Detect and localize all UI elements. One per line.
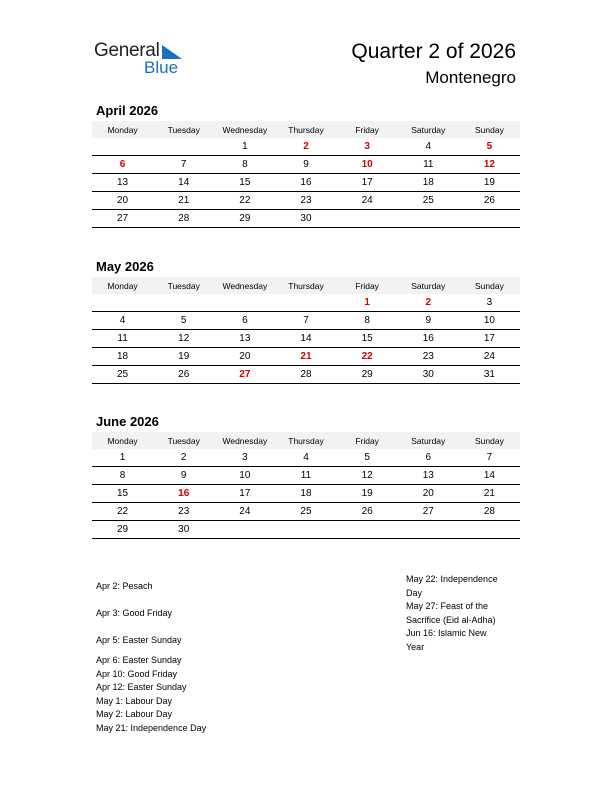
- page-title: Quarter 2 of 2026: [351, 40, 516, 63]
- day-cell: 14: [153, 174, 214, 192]
- empty-day-cell: [459, 210, 520, 228]
- empty-day-cell: [398, 521, 459, 539]
- weekday-header: Saturday: [398, 277, 459, 294]
- weekday-header: Tuesday: [153, 121, 214, 138]
- holiday-entry: May 21: Independence Day: [96, 722, 207, 733]
- day-cell: 18: [398, 174, 459, 192]
- day-cell: 9: [275, 156, 336, 174]
- day-cell: 23: [153, 503, 214, 521]
- day-cell: 21: [275, 348, 336, 366]
- month-june: [92, 414, 520, 539]
- weekday-header: Wednesday: [214, 432, 275, 449]
- empty-day-cell: [153, 138, 214, 156]
- week-row: [92, 156, 520, 174]
- weekday-header: Sunday: [459, 121, 520, 138]
- weekday-header: Sunday: [459, 277, 520, 294]
- day-cell: 22: [337, 348, 398, 366]
- calendar-table: [92, 432, 520, 539]
- day-cell: 13: [92, 174, 153, 192]
- weekday-header: Saturday: [398, 121, 459, 138]
- day-cell: 15: [214, 174, 275, 192]
- day-cell: 8: [214, 156, 275, 174]
- weekday-header: Friday: [337, 121, 398, 138]
- day-cell: 19: [459, 174, 520, 192]
- day-cell: 5: [337, 449, 398, 467]
- day-cell: 8: [92, 467, 153, 485]
- day-cell: 1: [214, 138, 275, 156]
- day-cell: 10: [337, 156, 398, 174]
- month-title: June 2026: [96, 414, 159, 429]
- week-row: [92, 330, 520, 348]
- day-cell: 2: [275, 138, 336, 156]
- weekday-header: Tuesday: [153, 432, 214, 449]
- week-row: [92, 485, 520, 503]
- empty-day-cell: [92, 138, 153, 156]
- day-cell: 10: [459, 312, 520, 330]
- day-cell: 5: [153, 312, 214, 330]
- day-cell: 11: [398, 156, 459, 174]
- calendar-table: [92, 121, 520, 228]
- logo-text-general: General: [94, 40, 160, 61]
- day-cell: 13: [398, 467, 459, 485]
- day-cell: 9: [398, 312, 459, 330]
- day-cell: 31: [459, 366, 520, 384]
- day-cell: 14: [275, 330, 336, 348]
- week-row: [92, 174, 520, 192]
- day-cell: 28: [459, 503, 520, 521]
- holiday-entry: Apr 6: Easter Sunday: [96, 655, 182, 665]
- day-cell: 20: [92, 192, 153, 210]
- day-cell: 30: [275, 210, 336, 228]
- weekday-header: Friday: [337, 277, 398, 294]
- weekday-header: Tuesday: [153, 277, 214, 294]
- day-cell: 1: [92, 449, 153, 467]
- day-cell: 16: [153, 485, 214, 503]
- day-cell: 6: [398, 449, 459, 467]
- day-cell: 2: [153, 449, 214, 467]
- empty-day-cell: [214, 521, 275, 539]
- country-name: Montenegro: [425, 68, 516, 87]
- holiday-list-right: [406, 573, 526, 654]
- day-cell: 10: [214, 467, 275, 485]
- day-cell: 2: [398, 294, 459, 312]
- week-row: [92, 210, 520, 228]
- day-cell: 12: [153, 330, 214, 348]
- weekday-header: Thursday: [275, 277, 336, 294]
- day-cell: 23: [398, 348, 459, 366]
- weekday-header: Thursday: [275, 432, 336, 449]
- day-cell: 28: [275, 366, 336, 384]
- day-cell: 18: [275, 485, 336, 503]
- day-cell: 27: [214, 366, 275, 384]
- day-cell: 4: [92, 312, 153, 330]
- day-cell: 18: [92, 348, 153, 366]
- day-cell: 1: [337, 294, 398, 312]
- weekday-header: Monday: [92, 121, 153, 138]
- day-cell: 28: [153, 210, 214, 228]
- week-row: [92, 503, 520, 521]
- day-cell: 21: [459, 485, 520, 503]
- day-cell: 26: [459, 192, 520, 210]
- weekday-header: Thursday: [275, 121, 336, 138]
- holiday-entry: Apr 5: Easter Sunday: [96, 635, 182, 645]
- day-cell: 3: [337, 138, 398, 156]
- week-row: [92, 312, 520, 330]
- day-cell: 30: [153, 521, 214, 539]
- day-cell: 20: [214, 348, 275, 366]
- holiday-entry: Apr 10: Good Friday: [96, 668, 178, 679]
- empty-day-cell: [459, 521, 520, 539]
- weekday-header: Wednesday: [214, 277, 275, 294]
- empty-day-cell: [275, 521, 336, 539]
- day-cell: 11: [275, 467, 336, 485]
- day-cell: 21: [153, 192, 214, 210]
- holiday-entry: May 2: Labour Day: [96, 709, 173, 719]
- day-cell: 29: [337, 366, 398, 384]
- day-cell: 19: [337, 485, 398, 503]
- day-cell: 11: [92, 330, 153, 348]
- weekday-header: Sunday: [459, 432, 520, 449]
- day-cell: 7: [459, 449, 520, 467]
- day-cell: 22: [92, 503, 153, 521]
- weekday-header: Monday: [92, 277, 153, 294]
- day-cell: 6: [214, 312, 275, 330]
- week-row: [92, 192, 520, 210]
- day-cell: 17: [459, 330, 520, 348]
- holiday-entry: May 27: Feast of the Sacrifice (Eid al-Adha): [406, 601, 496, 625]
- day-cell: 7: [153, 156, 214, 174]
- holiday-entry: May 1: Labour Day: [96, 695, 173, 706]
- day-cell: 25: [398, 192, 459, 210]
- day-cell: 15: [92, 485, 153, 503]
- empty-day-cell: [275, 294, 336, 312]
- day-cell: 3: [214, 449, 275, 467]
- logo: [94, 40, 194, 80]
- day-cell: 17: [337, 174, 398, 192]
- logo-text-blue: Blue: [144, 58, 179, 77]
- month-april: [92, 103, 520, 228]
- month-title: April 2026: [96, 103, 159, 118]
- empty-day-cell: [153, 294, 214, 312]
- calendar-table: [92, 277, 520, 384]
- week-row: [92, 467, 520, 485]
- weekday-header: Friday: [337, 432, 398, 449]
- empty-day-cell: [92, 294, 153, 312]
- day-cell: 3: [459, 294, 520, 312]
- week-row: [92, 138, 520, 156]
- day-cell: 23: [275, 192, 336, 210]
- day-cell: 13: [214, 330, 275, 348]
- day-cell: 26: [153, 366, 214, 384]
- day-cell: 12: [459, 156, 520, 174]
- holiday-entry: Jun 16: Islamic New Year: [406, 628, 487, 652]
- day-cell: 22: [214, 192, 275, 210]
- day-cell: 4: [275, 449, 336, 467]
- empty-day-cell: [337, 521, 398, 539]
- day-cell: 4: [398, 138, 459, 156]
- day-cell: 9: [153, 467, 214, 485]
- holiday-entry: Apr 3: Good Friday: [96, 608, 173, 618]
- day-cell: 30: [398, 366, 459, 384]
- empty-day-cell: [214, 294, 275, 312]
- day-cell: 16: [275, 174, 336, 192]
- day-cell: 20: [398, 485, 459, 503]
- day-cell: 16: [398, 330, 459, 348]
- day-cell: 6: [92, 156, 153, 174]
- day-cell: 12: [337, 467, 398, 485]
- day-cell: 25: [92, 366, 153, 384]
- day-cell: 27: [398, 503, 459, 521]
- weekday-header: Wednesday: [214, 121, 275, 138]
- day-cell: 27: [92, 210, 153, 228]
- week-row: [92, 348, 520, 366]
- day-cell: 14: [459, 467, 520, 485]
- holiday-entry: May 22: Independence Day: [406, 574, 498, 598]
- week-row: [92, 521, 520, 539]
- month-may: [92, 259, 520, 384]
- holiday-entry: Apr 12: Easter Sunday: [96, 682, 187, 692]
- day-cell: 26: [337, 503, 398, 521]
- weekday-header: Monday: [92, 432, 153, 449]
- day-cell: 15: [337, 330, 398, 348]
- holiday-entry: Apr 2: Pesach: [96, 581, 153, 591]
- day-cell: 8: [337, 312, 398, 330]
- week-row: [92, 366, 520, 384]
- day-cell: 5: [459, 138, 520, 156]
- week-row: [92, 294, 520, 312]
- day-cell: 24: [337, 192, 398, 210]
- empty-day-cell: [337, 210, 398, 228]
- day-cell: 24: [459, 348, 520, 366]
- week-row: [92, 449, 520, 467]
- day-cell: 29: [92, 521, 153, 539]
- empty-day-cell: [398, 210, 459, 228]
- day-cell: 29: [214, 210, 275, 228]
- day-cell: 7: [275, 312, 336, 330]
- day-cell: 25: [275, 503, 336, 521]
- month-title: May 2026: [96, 259, 154, 274]
- day-cell: 24: [214, 503, 275, 521]
- day-cell: 17: [214, 485, 275, 503]
- day-cell: 19: [153, 348, 214, 366]
- weekday-header: Saturday: [398, 432, 459, 449]
